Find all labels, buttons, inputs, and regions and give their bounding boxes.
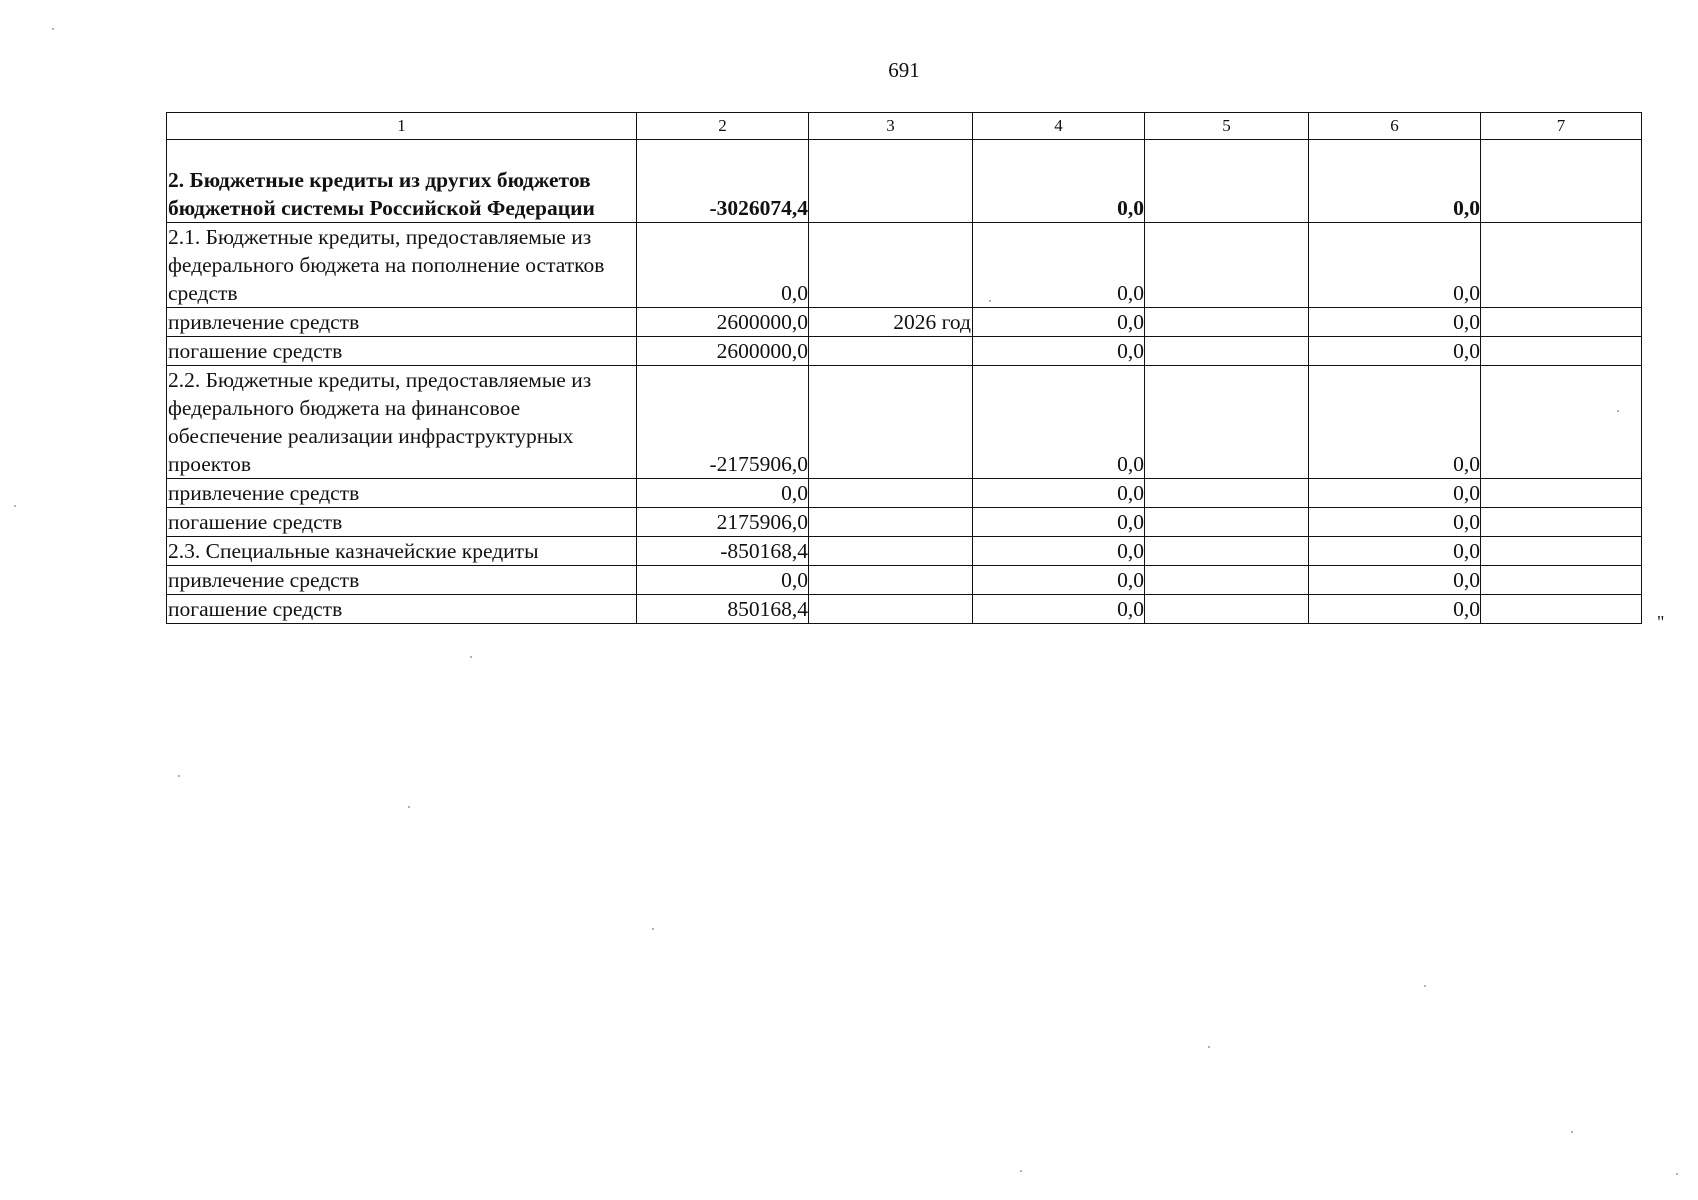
column-number-4: 4 (973, 113, 1145, 140)
table-row (167, 479, 1642, 508)
col7-cell (1481, 479, 1642, 508)
year-cell (809, 595, 973, 624)
col7-cell (1481, 566, 1642, 595)
description-cell: погашение средств (167, 595, 637, 624)
col5-cell (1145, 537, 1309, 566)
column-number-2: 2 (637, 113, 809, 140)
scan-speck (1571, 1131, 1573, 1133)
column-number-5: 5 (1145, 113, 1309, 140)
col4-value-cell: 0,0 (973, 308, 1145, 337)
amount-cell: -2175906,0 (637, 366, 809, 479)
amount-cell: 0,0 (637, 223, 809, 308)
col5-cell (1145, 337, 1309, 366)
amount-cell: 0,0 (637, 566, 809, 595)
col7-cell (1481, 140, 1642, 223)
description-cell: 2.2. Бюджетные кредиты, предоставляемые из федерального бюджета на финансовое обеспечение реализации инфраструктурных проектов (167, 366, 637, 479)
table-row (167, 508, 1642, 537)
budget-credits-table (166, 112, 1642, 624)
scan-speck (1676, 1173, 1678, 1175)
scan-speck (470, 656, 472, 658)
col6-value-cell: 0,0 (1309, 508, 1481, 537)
col6-value-cell: 0,0 (1309, 595, 1481, 624)
page-number: 691 (888, 58, 920, 82)
table-row (167, 140, 1642, 223)
col6-value-cell: 0,0 (1309, 479, 1481, 508)
column-number-3: 3 (809, 113, 973, 140)
col4-value-cell: 0,0 (973, 508, 1145, 537)
col7-cell (1481, 337, 1642, 366)
amount-cell: 2600000,0 (637, 337, 809, 366)
col5-cell (1145, 508, 1309, 537)
scan-speck (1424, 985, 1426, 987)
col6-value-cell: 0,0 (1309, 140, 1481, 223)
scan-speck (1208, 1046, 1210, 1048)
column-number-6: 6 (1309, 113, 1481, 140)
year-cell (809, 537, 973, 566)
col7-cell (1481, 366, 1642, 479)
description-cell: привлечение средств (167, 479, 637, 508)
scan-speck (1617, 410, 1619, 412)
scan-speck (178, 775, 180, 777)
amount-cell: 850168,4 (637, 595, 809, 624)
col7-cell (1481, 223, 1642, 308)
col4-value-cell: 0,0 (973, 366, 1145, 479)
year-cell (809, 479, 973, 508)
table-row (167, 366, 1642, 479)
scan-speck (652, 928, 654, 930)
amount-cell: 0,0 (637, 479, 809, 508)
col5-cell (1145, 595, 1309, 624)
scan-speck (1020, 1170, 1022, 1172)
description-cell: привлечение средств (167, 566, 637, 595)
year-cell: 2026 год (809, 308, 973, 337)
year-cell (809, 508, 973, 537)
year-cell (809, 337, 973, 366)
closing-quote-mark: " (1657, 612, 1665, 632)
table-row (167, 537, 1642, 566)
table-row (167, 566, 1642, 595)
year-cell (809, 566, 973, 595)
col4-value-cell: 0,0 (973, 595, 1145, 624)
col6-value-cell: 0,0 (1309, 308, 1481, 337)
col7-cell (1481, 508, 1642, 537)
col6-value-cell: 0,0 (1309, 337, 1481, 366)
description-cell: погашение средств (167, 337, 637, 366)
col5-cell (1145, 366, 1309, 479)
col6-value-cell: 0,0 (1309, 537, 1481, 566)
description-cell: 2.1. Бюджетные кредиты, предоставляемые из федерального бюджета на пополнение остатков средств (167, 223, 637, 308)
table-row (167, 337, 1642, 366)
col4-value-cell: 0,0 (973, 223, 1145, 308)
column-number-1: 1 (167, 113, 637, 140)
col4-value-cell: 0,0 (973, 337, 1145, 366)
scan-speck (408, 806, 410, 808)
col4-value-cell: 0,0 (973, 537, 1145, 566)
col5-cell (1145, 479, 1309, 508)
year-cell (809, 140, 973, 223)
col4-value-cell: 0,0 (973, 479, 1145, 508)
col5-cell (1145, 308, 1309, 337)
table-row (167, 223, 1642, 308)
col5-cell (1145, 223, 1309, 308)
column-number-7: 7 (1481, 113, 1642, 140)
year-cell (809, 366, 973, 479)
col6-value-cell: 0,0 (1309, 566, 1481, 595)
amount-cell: 2175906,0 (637, 508, 809, 537)
col6-value-cell: 0,0 (1309, 366, 1481, 479)
table-body (167, 140, 1642, 624)
description-cell: 2. Бюджетные кредиты из других бюджетов бюджетной системы Российской Федерации (167, 140, 637, 223)
col4-value-cell: 0,0 (973, 140, 1145, 223)
table-row (167, 595, 1642, 624)
col7-cell (1481, 537, 1642, 566)
description-cell: погашение средств (167, 508, 637, 537)
amount-cell: -3026074,4 (637, 140, 809, 223)
table-row (167, 308, 1642, 337)
amount-cell: -850168,4 (637, 537, 809, 566)
col6-value-cell: 0,0 (1309, 223, 1481, 308)
scan-speck (989, 300, 991, 302)
scan-speck (14, 505, 16, 507)
year-cell (809, 223, 973, 308)
amount-cell: 2600000,0 (637, 308, 809, 337)
col4-value-cell: 0,0 (973, 566, 1145, 595)
col5-cell (1145, 140, 1309, 223)
description-cell: 2.3. Специальные казначейские кредиты (167, 537, 637, 566)
col7-cell (1481, 595, 1642, 624)
column-number-row (167, 113, 1642, 140)
scan-speck (52, 28, 54, 30)
col5-cell (1145, 566, 1309, 595)
description-cell: привлечение средств (167, 308, 637, 337)
col7-cell (1481, 308, 1642, 337)
